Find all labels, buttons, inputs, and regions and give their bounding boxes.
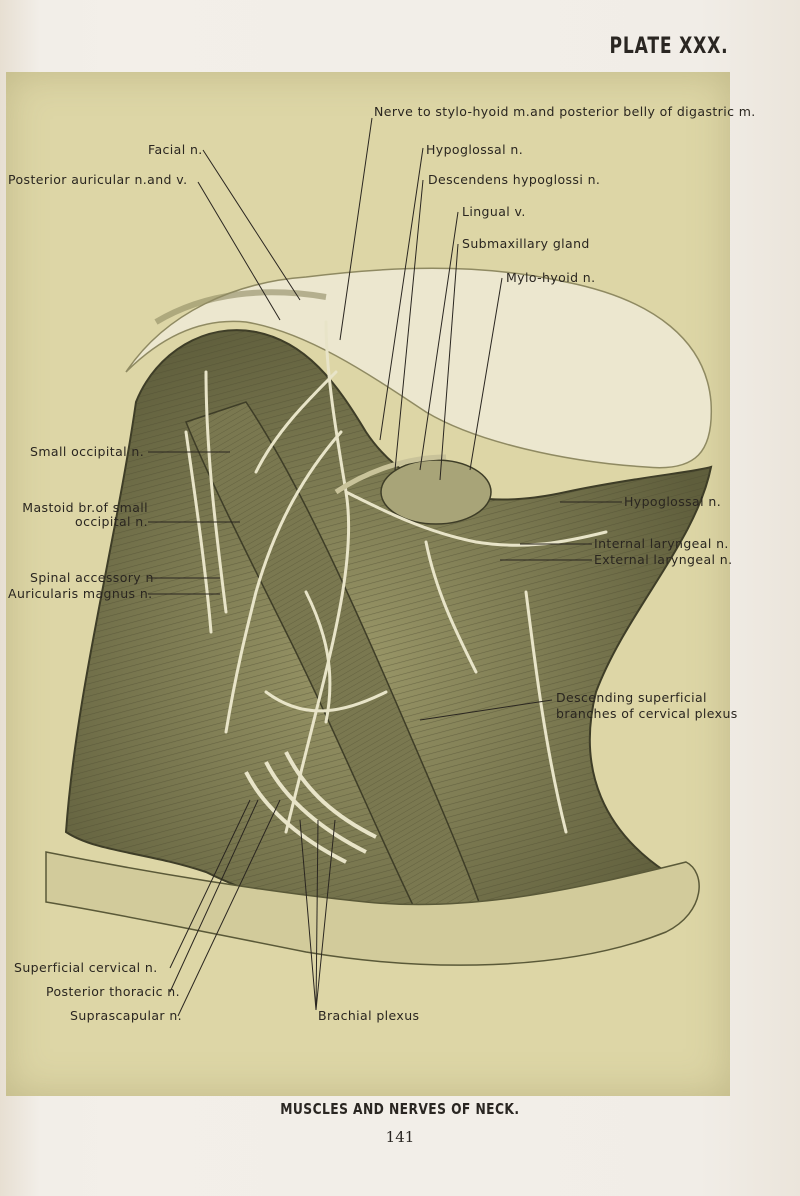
label-brachial-plexus: Brachial plexus [318,1008,420,1023]
label-mastoid-branch-line2: occipital n. [75,514,148,529]
plate-caption [0,1100,800,1118]
label-hypoglossal-top: Hypoglossal n. [426,142,524,157]
label-lingual-vein: Lingual v. [462,204,526,219]
plate-caption-text: MUSCLES AND NERVES OF NECK. [280,1100,520,1118]
submaxillary-gland [381,460,491,524]
label-auricularis-magnus: Auricularis magnus n. [8,586,153,601]
label-descending-superficial-line1: Descending superficial [556,690,707,705]
label-suprascapular: Suprascapular n. [70,1008,183,1023]
label-superficial-cervical: Superficial cervical n. [14,960,158,975]
label-small-occipital: Small occipital n. [30,444,145,459]
label-submaxillary-gland: Submaxillary gland [462,236,590,251]
label-internal-laryngeal: Internal laryngeal n. [594,536,729,551]
label-external-laryngeal: External laryngeal n. [594,552,733,567]
label-descendens-hypoglossi: Descendens hypoglossi n. [428,172,601,187]
label-posterior-auricular: Posterior auricular n.and v. [8,172,188,187]
label-facial-nerve: Facial n. [148,142,203,157]
plate-title: PLATE XXX. [609,34,728,59]
label-spinal-accessory: Spinal accessory n [30,570,154,585]
label-posterior-thoracic: Posterior thoracic n. [46,984,180,999]
page-number: 141 [385,1128,415,1146]
label-hypoglossal-right: Hypoglossal n. [624,494,722,509]
label-mylo-hyoid: Mylo-hyoid n. [506,270,596,285]
label-descending-superficial-line2: branches of cervical plexus [556,706,738,721]
label-mastoid-branch-line1: Mastoid br.of small [22,500,148,515]
label-nerve-to-stylohyoid: Nerve to stylo-hyoid m.and posterior belly of digastric m. [374,104,756,119]
